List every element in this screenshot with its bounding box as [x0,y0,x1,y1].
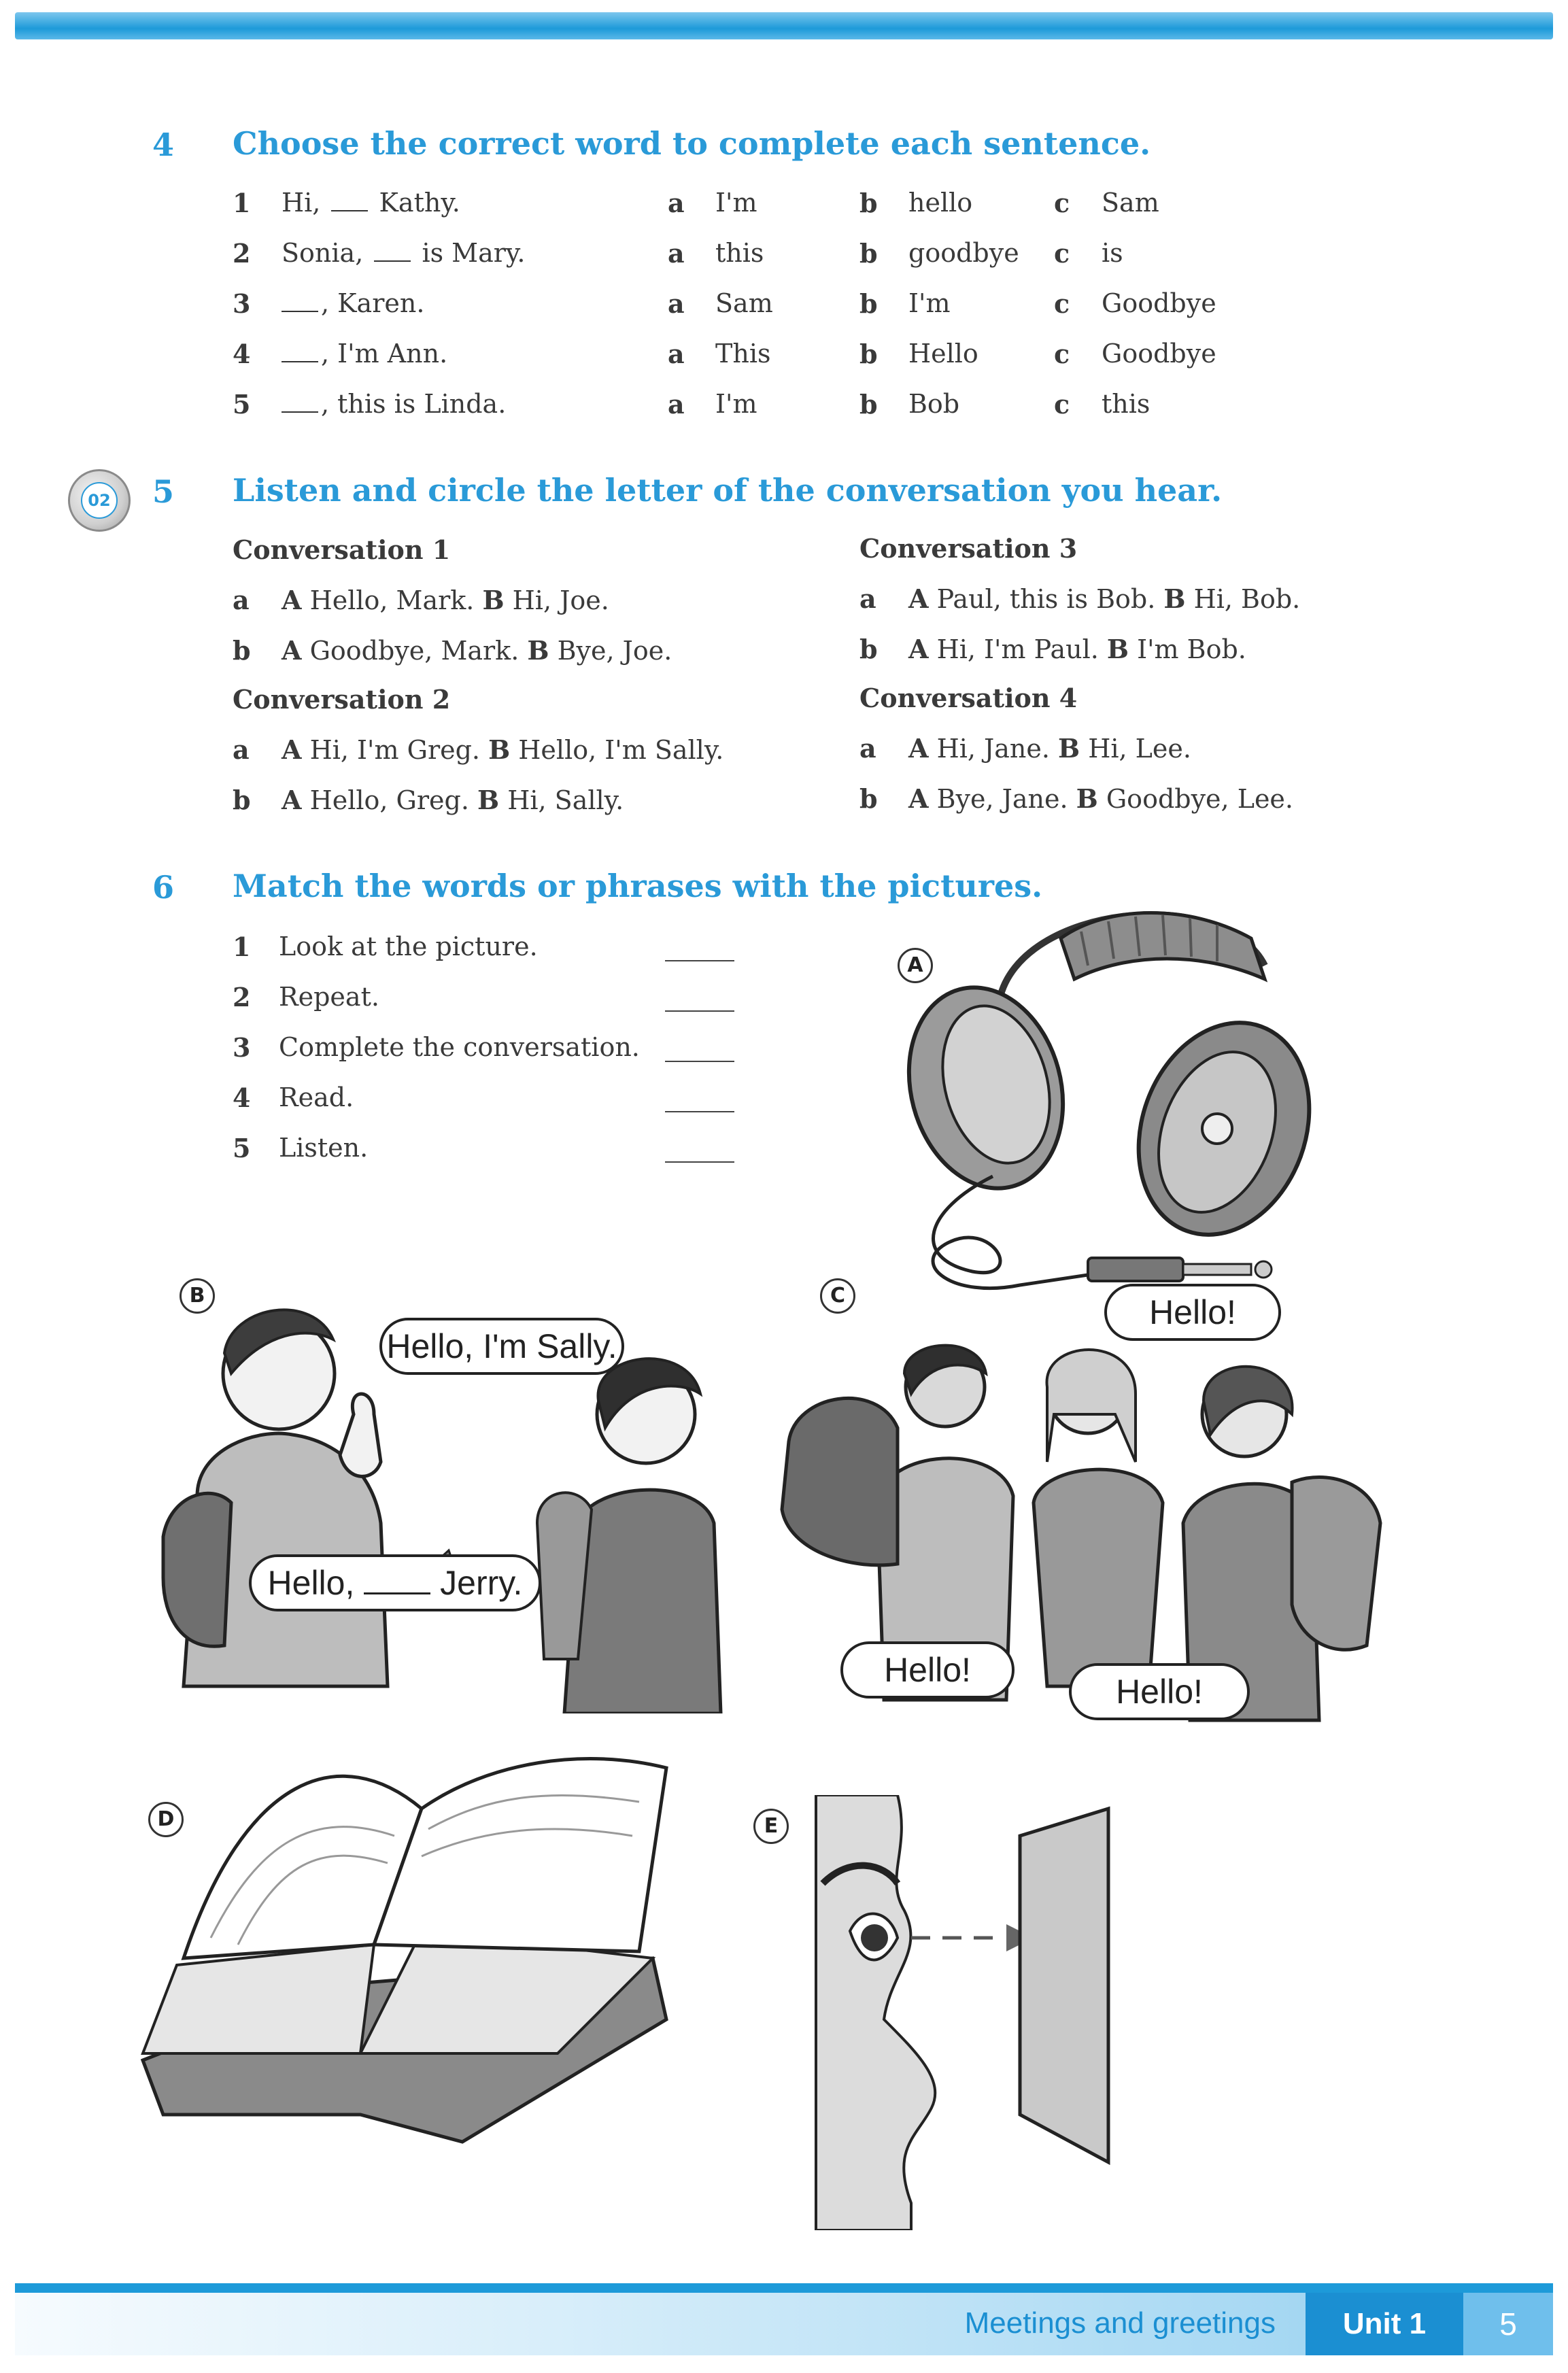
answer-blank[interactable] [282,361,318,362]
sentence: Hi, Kathy. [282,188,460,218]
option-letter-b: b [859,288,878,319]
choice-letter[interactable]: a [859,733,876,764]
answer-blank[interactable] [331,210,368,211]
option-b[interactable]: hello [908,188,973,218]
headphones-icon [884,891,1319,1292]
track-number: 02 [81,482,118,519]
option-b[interactable]: goodbye [908,238,1019,268]
option-a[interactable]: I'm [715,389,757,419]
eye-looking-icon [809,1795,1129,2230]
picture-label-b: B [180,1278,215,1314]
option-c[interactable]: Sam [1102,188,1159,218]
option-letter-a: a [668,288,685,319]
answer-blank[interactable] [282,411,318,413]
choice-letter[interactable]: a [859,583,876,614]
answer-line[interactable] [665,1010,734,1012]
page-number: 5 [1463,2293,1553,2355]
unit-label: Unit 1 [1306,2293,1463,2355]
picture-a-headphones [884,891,1319,1292]
exercise-5-title: Listen and circle the letter of the conversation you hear. [233,472,1223,509]
exercise-6-number: 6 [152,869,175,906]
option-letter-c: c [1054,188,1070,218]
choice-letter[interactable]: a [233,585,250,615]
option-letter-b: b [859,389,878,420]
footer-rule [15,2283,1553,2293]
option-letter-b: b [859,188,878,218]
option-letter-a: a [668,188,685,218]
item-text: Complete the conversation. [279,1032,640,1062]
option-c[interactable]: is [1102,238,1123,268]
speech-bubble: Hello! [840,1641,1015,1698]
item-number: 5 [233,1133,251,1163]
item-number: 4 [233,339,251,369]
top-banner [15,12,1553,39]
item-number: 1 [233,932,251,962]
conversation-line: A Hi, I'm Greg. B Hello, I'm Sally. [282,734,724,765]
conversation-heading: Conversation 3 [859,533,1078,564]
choice-letter[interactable]: b [233,785,251,815]
item-number: 5 [233,389,251,420]
page-footer [15,2283,1553,2355]
option-letter-c: c [1054,288,1070,319]
audio-track-cd-icon[interactable] [68,469,131,532]
item-number: 2 [233,982,251,1012]
item-number: 3 [233,288,251,319]
picture-label-d: D [148,1802,184,1837]
answer-blank[interactable] [282,311,318,312]
option-a[interactable]: Sam [715,288,773,318]
speech-bubble: Hello! [1104,1284,1281,1341]
option-letter-c: c [1054,389,1070,420]
bubble-blank[interactable] [364,1592,430,1594]
conversation-line: A Goodbye, Mark. B Bye, Joe. [282,635,672,666]
option-letter-a: a [668,238,685,269]
exercise-6-title: Match the words or phrases with the pictures. [233,868,1043,904]
item-text: Repeat. [279,982,379,1012]
option-b[interactable]: Bob [908,389,960,419]
option-c[interactable]: Goodbye [1102,288,1216,318]
choice-letter[interactable]: b [859,783,878,814]
picture-e-eye [809,1795,1129,2230]
sentence: , Karen. [282,288,424,318]
option-b[interactable]: Hello [908,339,978,369]
option-a[interactable]: I'm [715,188,757,218]
option-letter-b: b [859,339,878,369]
option-letter-a: a [668,339,685,369]
option-a[interactable]: this [715,238,764,268]
answer-line[interactable] [665,1061,734,1062]
picture-label-a: A [898,948,933,983]
conversation-line: A Hi, Jane. B Hi, Lee. [908,733,1191,764]
choice-letter[interactable]: a [233,734,250,765]
answer-line[interactable] [665,1161,734,1163]
choice-letter[interactable]: b [859,634,878,664]
conversation-heading: Conversation 1 [233,534,451,565]
option-b[interactable]: I'm [908,288,951,318]
answer-line[interactable] [665,960,734,961]
conversation-line: A Hi, I'm Paul. B I'm Bob. [908,634,1246,664]
exercise-5-number: 5 [152,473,175,510]
item-text: Look at the picture. [279,932,538,961]
speech-bubble: Hello, Jerry. [249,1554,541,1611]
conversation-line: A Hello, Mark. B Hi, Joe. [282,585,609,615]
item-number: 4 [233,1082,251,1113]
picture-label-c: C [820,1278,855,1314]
picture-label-e: E [753,1809,789,1844]
exercise-4-title: Choose the correct word to complete each sentence. [233,125,1151,162]
picture-d-book [136,1734,673,2155]
answer-blank[interactable] [374,260,411,262]
section-title: Meetings and greetings [964,2306,1276,2340]
option-a[interactable]: This [715,339,771,369]
speech-bubble: Hello! [1069,1663,1250,1720]
conversation-line: A Bye, Jane. B Goodbye, Lee. [908,783,1293,814]
choice-letter[interactable]: b [233,635,251,666]
conversation-heading: Conversation 4 [859,683,1078,713]
option-c[interactable]: this [1102,389,1151,419]
item-text: Read. [279,1082,354,1112]
option-letter-a: a [668,389,685,420]
option-letter-c: c [1054,339,1070,369]
exercise-4-number: 4 [152,126,175,163]
item-number: 3 [233,1032,251,1063]
option-letter-c: c [1054,238,1070,269]
conversation-heading: Conversation 2 [233,684,451,715]
conversation-line: A Paul, this is Bob. B Hi, Bob. [908,583,1301,614]
item-number: 2 [233,238,251,269]
option-c[interactable]: Goodbye [1102,339,1216,369]
conversation-line: A Hello, Greg. B Hi, Sally. [282,785,624,815]
speech-bubble: Hello, I'm Sally. [379,1318,624,1375]
option-letter-b: b [859,238,878,269]
item-number: 1 [233,188,251,218]
sentence: Sonia, is Mary. [282,238,526,268]
answer-line[interactable] [665,1111,734,1112]
sentence: , this is Linda. [282,389,506,419]
open-book-icon [136,1734,673,2155]
item-text: Listen. [279,1133,369,1163]
sentence: , I'm Ann. [282,339,447,369]
